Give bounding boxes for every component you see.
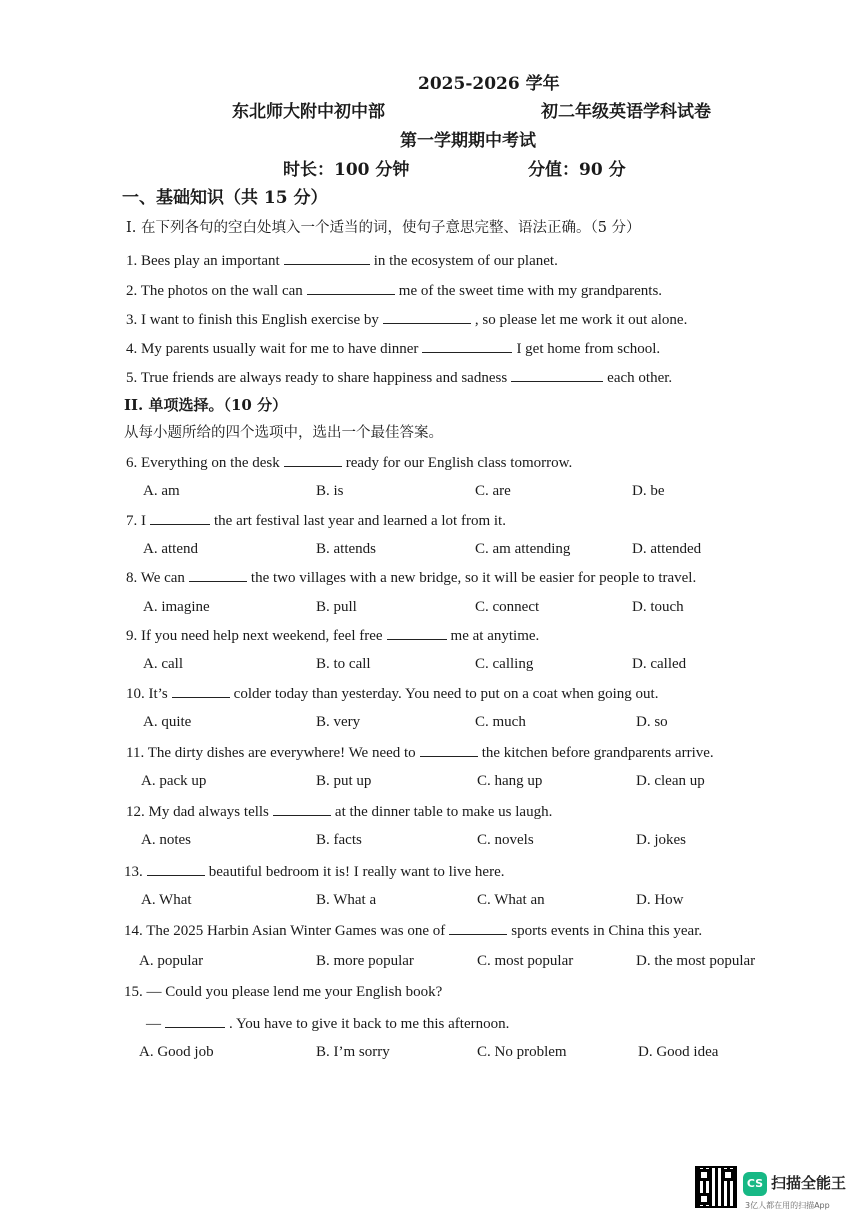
answer-blank[interactable] xyxy=(284,250,370,265)
exam-year: 2025-2026 学年 xyxy=(418,74,560,94)
question-text: colder today than yesterday. You need to put on a coat when going out. xyxy=(233,686,659,702)
answer-blank[interactable] xyxy=(422,338,512,353)
question-number: 7. xyxy=(126,513,138,529)
question-text: Everything on the desk xyxy=(141,455,280,471)
option-d[interactable]: D. the most popular xyxy=(636,953,756,969)
question-number: 1. xyxy=(126,253,138,269)
question-number: 5. xyxy=(126,370,138,386)
option-b[interactable]: B. more popular xyxy=(316,953,414,969)
answer-blank[interactable] xyxy=(387,625,447,640)
option-a[interactable]: A. quite xyxy=(143,714,192,730)
option-a[interactable]: A. Good job xyxy=(139,1044,214,1060)
question-text: ready for our English class tomorrow. xyxy=(345,455,573,471)
option-b[interactable]: B. I’m sorry xyxy=(316,1044,390,1060)
choice-question xyxy=(126,683,658,703)
option-a[interactable]: A. attend xyxy=(143,541,198,557)
question-text: My dad always tells xyxy=(148,804,269,820)
option-b[interactable]: B. put up xyxy=(316,773,372,789)
question-text: My parents usually wait for me to have dinner xyxy=(141,341,419,357)
camscanner-logo-icon: CS xyxy=(743,1172,767,1196)
question-text: beautiful bedroom it is! I really want to live here. xyxy=(208,864,505,880)
question-text: in the ecosystem of our planet. xyxy=(373,253,558,269)
option-b[interactable]: B. is xyxy=(316,483,344,499)
question-text: The 2025 Harbin Asian Winter Games was one of xyxy=(146,923,446,939)
option-b[interactable]: B. pull xyxy=(316,599,357,615)
qr-code-icon xyxy=(695,1166,737,1208)
question-number: 11. xyxy=(126,745,145,761)
answer-blank[interactable] xyxy=(383,309,471,324)
question-text: The photos on the wall can xyxy=(140,283,303,299)
option-c[interactable]: C. connect xyxy=(475,599,540,615)
question-text: , so please let me work it out alone. xyxy=(474,312,688,328)
fill-question xyxy=(126,280,662,300)
choice-question xyxy=(124,861,505,881)
exam-title: 第一学期期中考试 xyxy=(400,131,536,151)
question-text: sports events in China this year. xyxy=(511,923,703,939)
school-name: 东北师大附中初中部 xyxy=(232,102,385,122)
answer-blank[interactable] xyxy=(284,452,342,467)
choice-question xyxy=(124,920,702,940)
option-b[interactable]: B. What a xyxy=(316,892,377,908)
question-number: 15. xyxy=(124,984,143,1000)
option-c[interactable]: C. hang up xyxy=(477,773,543,789)
question-number: 12. xyxy=(126,804,145,820)
dialogue-dash: — xyxy=(146,1016,161,1032)
question-number: 6. xyxy=(126,455,138,471)
option-d[interactable]: D. attended xyxy=(632,541,702,557)
question-text: the kitchen before grandparents arrive. xyxy=(481,745,714,761)
question-text: Bees play an important xyxy=(141,253,280,269)
option-b[interactable]: B. very xyxy=(316,714,361,730)
option-c[interactable]: C. are xyxy=(475,483,511,499)
option-d[interactable]: D. How xyxy=(636,892,684,908)
option-a[interactable]: A. imagine xyxy=(143,599,210,615)
option-a[interactable]: A. pack up xyxy=(141,773,207,789)
option-d[interactable]: D. be xyxy=(632,483,665,499)
question-number: 9. xyxy=(126,628,138,644)
option-c[interactable]: C. calling xyxy=(475,656,534,672)
fill-question xyxy=(126,367,672,387)
option-c[interactable]: C. What an xyxy=(477,892,545,908)
question-text: It’s xyxy=(148,686,168,702)
option-c[interactable]: C. am attending xyxy=(475,541,571,557)
option-c[interactable]: C. much xyxy=(475,714,526,730)
choice-question xyxy=(126,510,506,530)
question-text: at the dinner table to make us laugh. xyxy=(334,804,553,820)
answer-blank[interactable] xyxy=(189,567,247,582)
option-a[interactable]: A. call xyxy=(143,656,183,672)
option-d[interactable]: D. clean up xyxy=(636,773,705,789)
fill-question xyxy=(126,309,687,329)
question-text: The dirty dishes are everywhere! We need to xyxy=(147,745,416,761)
section-title: 一、基础知识（共 15 分） xyxy=(122,188,328,208)
option-d[interactable]: D. jokes xyxy=(636,832,686,848)
option-a[interactable]: A. What xyxy=(141,892,192,908)
choice-question xyxy=(126,801,552,821)
question-text: I get home from school. xyxy=(516,341,661,357)
fill-question xyxy=(126,338,660,358)
option-c[interactable]: C. most popular xyxy=(477,953,574,969)
question-text: me at anytime. xyxy=(450,628,540,644)
dialogue-line: — Could you please lend me your English book? xyxy=(146,984,443,1000)
dialogue-question xyxy=(124,983,442,1001)
choice-question xyxy=(126,742,714,762)
answer-blank[interactable] xyxy=(150,510,210,525)
question-number: 3. xyxy=(126,312,138,328)
question-number: 10. xyxy=(126,686,145,702)
option-d[interactable]: D. so xyxy=(636,714,668,730)
choice-question xyxy=(126,452,572,472)
question-text: the art festival last year and learned a lot from it. xyxy=(214,513,506,529)
fill-question xyxy=(126,250,558,270)
exam-duration: 时长：100 分钟 xyxy=(283,160,410,180)
answer-blank[interactable] xyxy=(165,1013,225,1028)
dialogue-reply xyxy=(146,1013,509,1033)
answer-blank[interactable] xyxy=(172,683,230,698)
choice-question xyxy=(126,625,539,645)
question-number: 4. xyxy=(126,341,138,357)
option-d[interactable]: D. Good idea xyxy=(638,1044,719,1060)
part1-instruction: I. 在下列各句的空白处填入一个适当的词，使句子意思完整、语法正确。（5 分） xyxy=(126,220,641,236)
answer-blank[interactable] xyxy=(449,920,507,935)
question-text: If you need help next weekend, feel free xyxy=(141,628,383,644)
option-b[interactable]: B. to call xyxy=(316,656,371,672)
scanner-app-name: 扫描全能王 xyxy=(771,1174,847,1192)
question-text: I xyxy=(141,513,146,529)
subject-title: 初二年级英语学科试卷 xyxy=(541,102,711,122)
answer-blank[interactable] xyxy=(147,861,205,876)
question-text: me of the sweet time with my grandparents. xyxy=(398,283,663,299)
answer-blank[interactable] xyxy=(511,367,603,382)
option-c[interactable]: C. novels xyxy=(477,832,534,848)
question-text: the two villages with a new bridge, so it will be easier for people to travel. xyxy=(250,570,697,586)
dialogue-line: . You have to give it back to me this afternoon. xyxy=(229,1016,510,1032)
part2-title: II. 单项选择。（10 分） xyxy=(124,396,288,414)
answer-blank[interactable] xyxy=(420,742,478,757)
scanner-tagline: 3亿人都在用的扫描App xyxy=(745,1201,830,1210)
option-d[interactable]: D. touch xyxy=(632,599,684,615)
option-d[interactable]: D. called xyxy=(632,656,687,672)
question-number: 8. xyxy=(126,570,138,586)
option-a[interactable]: A. notes xyxy=(141,832,191,848)
part2-instruction: 从每小题所给的四个选项中，选出一个最佳答案。 xyxy=(124,425,443,441)
exam-score: 分值：90 分 xyxy=(528,160,626,180)
option-a[interactable]: A. popular xyxy=(139,953,204,969)
question-text: True friends are always ready to share happiness and sadness xyxy=(140,370,508,386)
question-number: 2. xyxy=(126,283,138,299)
option-b[interactable]: B. attends xyxy=(316,541,376,557)
choice-question xyxy=(126,567,696,587)
question-number: 13. xyxy=(124,864,143,880)
answer-blank[interactable] xyxy=(273,801,331,816)
option-c[interactable]: C. No problem xyxy=(477,1044,567,1060)
option-b[interactable]: B. facts xyxy=(316,832,362,848)
option-a[interactable]: A. am xyxy=(143,483,180,499)
question-number: 14. xyxy=(124,923,143,939)
question-text: We can xyxy=(140,570,185,586)
question-text: I want to finish this English exercise by xyxy=(141,312,379,328)
question-text: each other. xyxy=(607,370,673,386)
answer-blank[interactable] xyxy=(307,280,395,295)
